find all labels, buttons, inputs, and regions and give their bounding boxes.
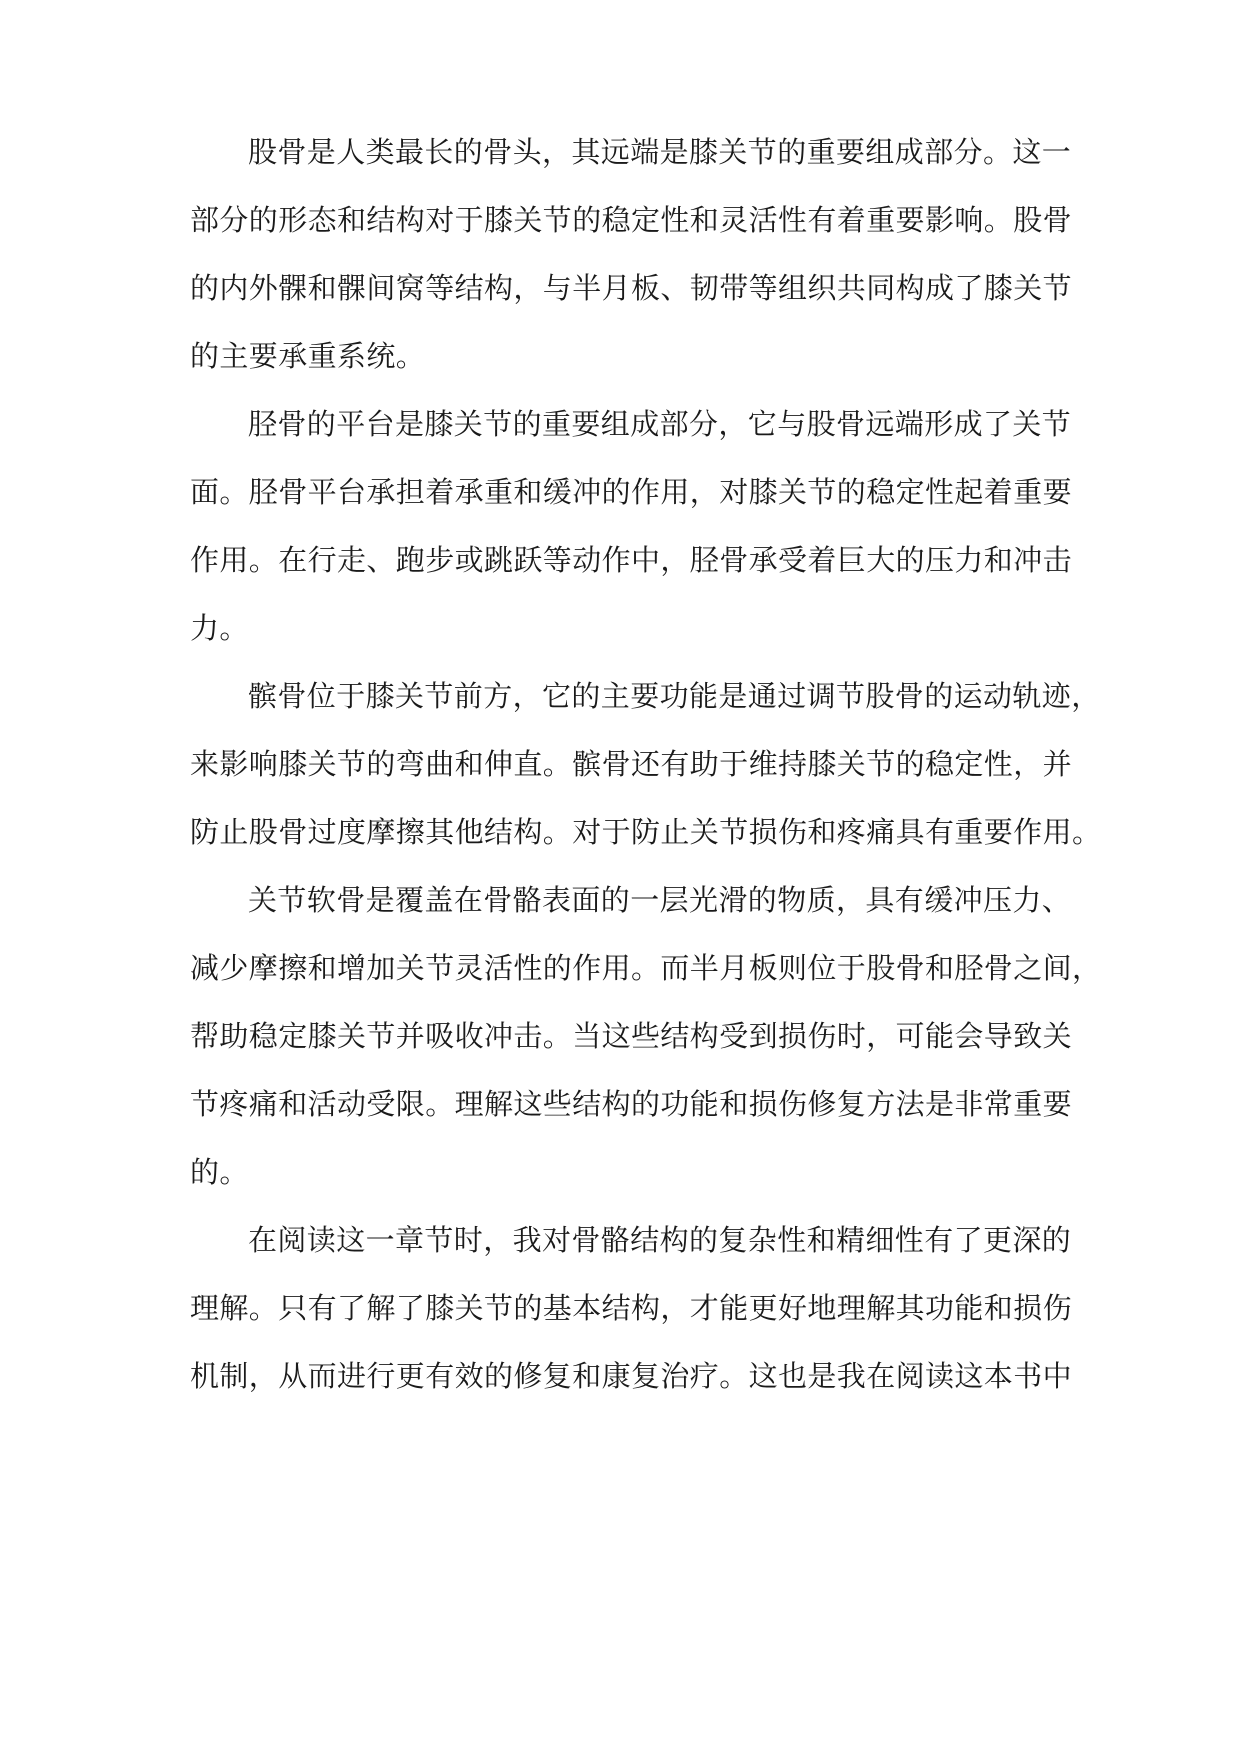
paragraph-2-line-1: 胫骨的平台是膝关节的重要组成部分，它与股骨远端形成了关节 [248, 407, 1072, 441]
paragraph-5-line-1: 在阅读这一章节时，我对骨骼结构的复杂性和精细性有了更深的 [248, 1223, 1072, 1257]
paragraph-2-line-2: 面。胫骨平台承担着承重和缓冲的作用，对膝关节的稳定性起着重要 [190, 475, 1073, 509]
paragraph-4-line-3: 帮助稳定膝关节并吸收冲击。当这些结构受到损伤时，可能会导致关 [190, 1019, 1073, 1053]
paragraph-5-line-2: 理解。只有了解了膝关节的基本结构，才能更好地理解其功能和损伤 [190, 1291, 1073, 1325]
paragraph-5-line-3: 机制，从而进行更有效的修复和康复治疗。这也是我在阅读这本书中 [190, 1359, 1073, 1393]
paragraph-1-line-1: 股骨是人类最长的骨头，其远端是膝关节的重要组成部分。这一 [248, 135, 1072, 169]
paragraph-3-line-2: 来影响膝关节的弯曲和伸直。髌骨还有助于维持膝关节的稳定性，并 [190, 747, 1073, 781]
paragraph-1-line-3: 的内外髁和髁间窝等结构，与半月板、韧带等组织共同构成了膝关节 [190, 271, 1073, 305]
paragraph-2-line-3: 作用。在行走、跑步或跳跃等动作中，胫骨承受着巨大的压力和冲击 [190, 543, 1073, 577]
paragraph-4-line-4: 节疼痛和活动受限。理解这些结构的功能和损伤修复方法是非常重要 [190, 1087, 1073, 1121]
paragraph-3-line-3: 防止股骨过度摩擦其他结构。对于防止关节损伤和疼痛具有重要作用。 [190, 815, 1102, 849]
paragraph-4-line-1: 关节软骨是覆盖在骨骼表面的一层光滑的物质，具有缓冲压力、 [248, 883, 1072, 917]
paragraph-1-line-4: 的主要承重系统。 [190, 339, 426, 373]
paragraph-2-line-4: 力。 [190, 611, 249, 645]
paragraph-3-line-1: 髌骨位于膝关节前方，它的主要功能是通过调节股骨的运动轨迹， [248, 679, 1101, 713]
paragraph-1-line-2: 部分的形态和结构对于膝关节的稳定性和灵活性有着重要影响。股骨 [190, 203, 1073, 237]
paragraph-4-line-2: 减少摩擦和增加关节灵活性的作用。而半月板则位于股骨和胫骨之间， [190, 951, 1102, 985]
paragraph-4-line-5: 的。 [190, 1155, 249, 1189]
